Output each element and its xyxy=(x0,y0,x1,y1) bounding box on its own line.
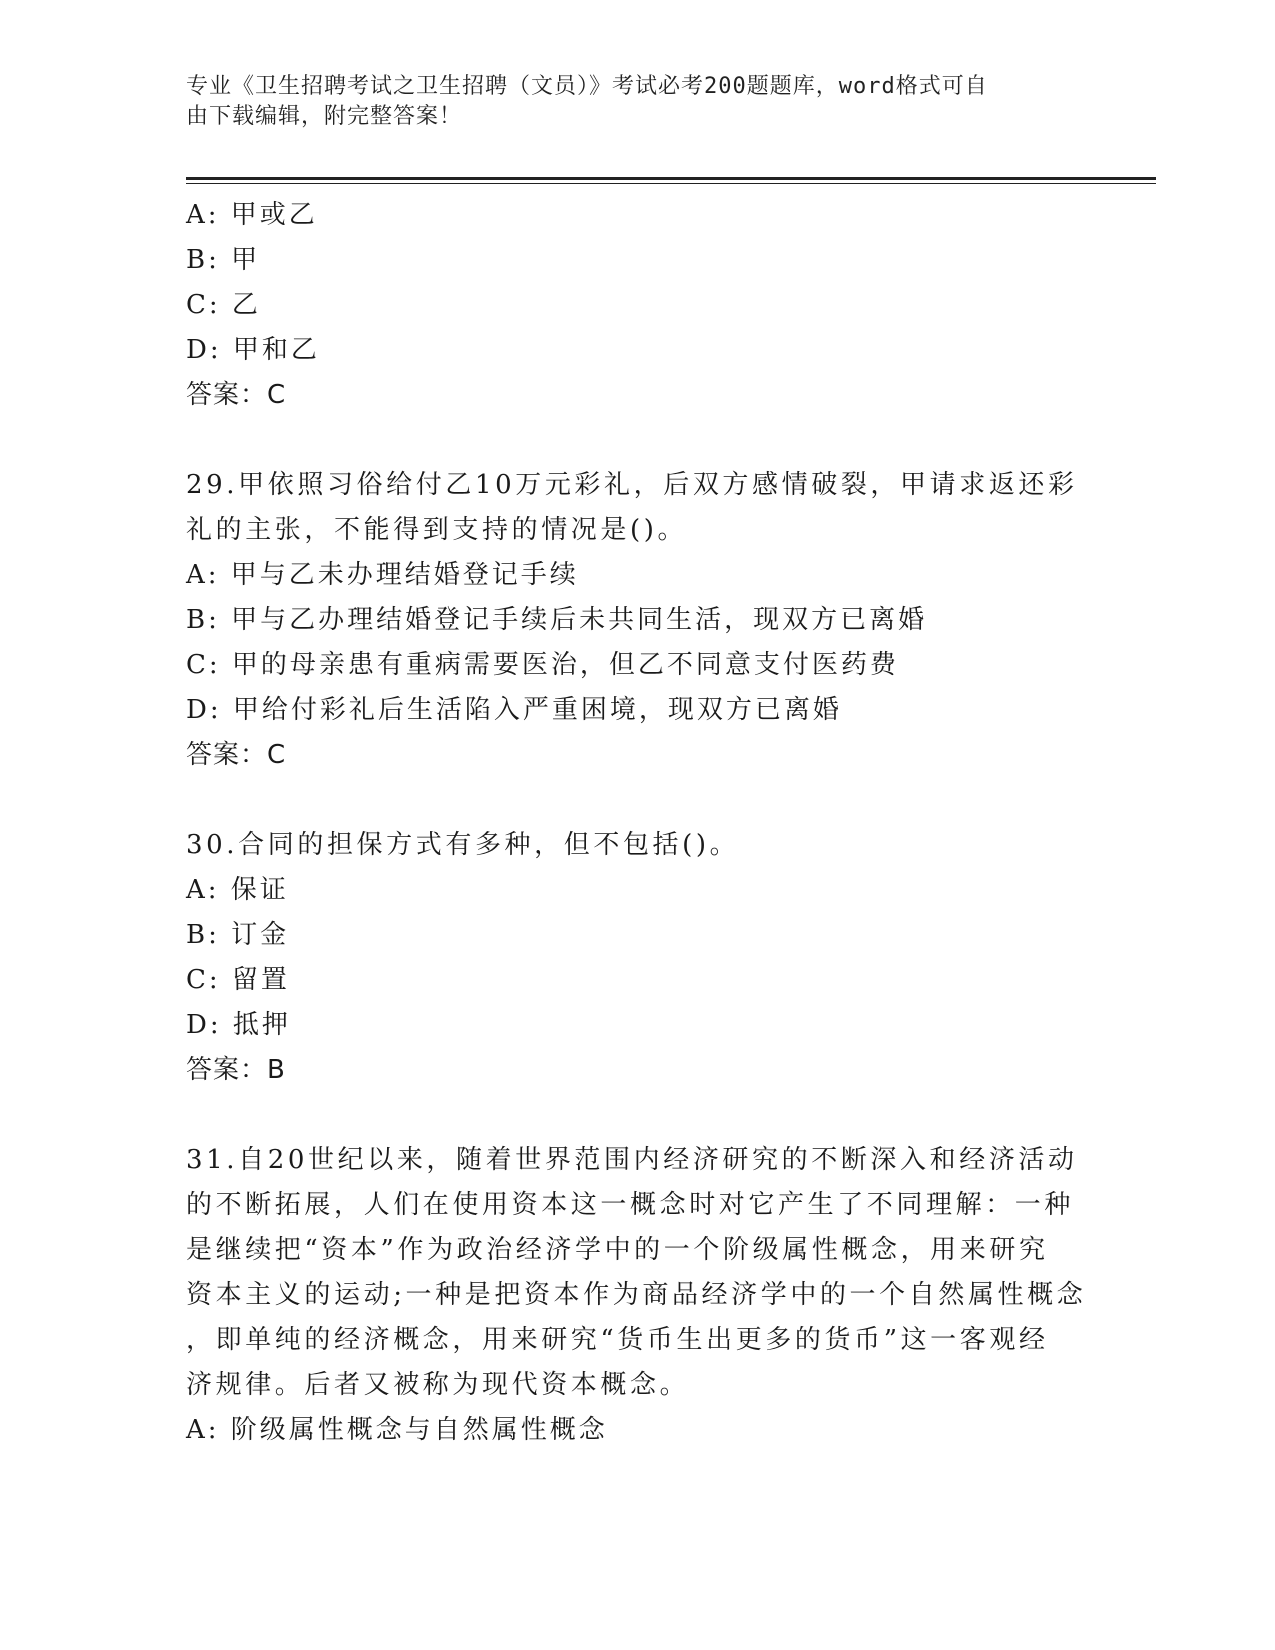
header-rule-thin xyxy=(186,183,1156,184)
option-c: C: 乙 xyxy=(186,290,261,320)
question-list xyxy=(186,193,1086,1498)
page-header xyxy=(186,72,1066,132)
stem-line: 31.自20世纪以来，随着世界范围内经济研究的不断深入和经济活动 xyxy=(186,1145,1078,1175)
option-d: D: 抵押 xyxy=(186,1010,291,1040)
stem-line: 资本主义的运动;一种是把资本作为商品经济学中的一个自然属性概念 xyxy=(186,1280,1087,1310)
option-c: C: 留置 xyxy=(186,965,290,995)
answer-line: 答案：B xyxy=(186,1055,286,1085)
question-block-29 xyxy=(186,463,1086,778)
header-line-2: 由下载编辑，附完整答案！ xyxy=(186,104,463,129)
question-block-30 xyxy=(186,823,1086,1093)
answer-line: 答案：C xyxy=(186,380,287,410)
question-stem xyxy=(186,823,1086,868)
option-b: B: 订金 xyxy=(186,920,290,950)
option-b: B: 甲 xyxy=(186,245,261,275)
question-stem xyxy=(186,463,1086,553)
question-block-28 xyxy=(186,193,1086,418)
stem-line: 济规律。后者又被称为现代资本概念。 xyxy=(186,1370,690,1400)
option-a: A: 甲或乙 xyxy=(186,200,318,230)
stem-line: 30.合同的担保方式有多种，但不包括()。 xyxy=(186,830,740,860)
header-rule-thick xyxy=(186,177,1156,180)
stem-line: 的不断拓展，人们在使用资本这一概念时对它产生了不同理解：一种 xyxy=(186,1190,1075,1220)
option-c: C: 甲的母亲患有重病需要医治，但乙不同意支付医药费 xyxy=(186,650,899,680)
option-a: A: 阶级属性概念与自然属性概念 xyxy=(186,1415,608,1445)
stem-line: ，即单纯的经济概念，用来研究“货币生出更多的货币”这一客观经 xyxy=(186,1325,1049,1355)
stem-line: 礼的主张，不能得到支持的情况是()。 xyxy=(186,515,688,545)
question-block-31 xyxy=(186,1138,1086,1453)
header-line-1: 专业《卫生招聘考试之卫生招聘（文员）》考试必考200题题库，word格式可自 xyxy=(186,74,988,99)
option-d: D: 甲和乙 xyxy=(186,335,320,365)
answer-line: 答案：C xyxy=(186,740,287,770)
option-d: D: 甲给付彩礼后生活陷入严重困境，现双方已离婚 xyxy=(186,695,842,725)
option-a: A: 保证 xyxy=(186,875,289,905)
question-stem xyxy=(186,1138,1086,1408)
option-a: A: 甲与乙未办理结婚登记手续 xyxy=(186,560,579,590)
option-b: B: 甲与乙办理结婚登记手续后未共同生活，现双方已离婚 xyxy=(186,605,928,635)
stem-line: 29.甲依照习俗给付乙10万元彩礼，后双方感情破裂，甲请求返还彩 xyxy=(186,470,1078,500)
stem-line: 是继续把“资本”作为政治经济学中的一个阶级属性概念，用来研究 xyxy=(186,1235,1049,1265)
